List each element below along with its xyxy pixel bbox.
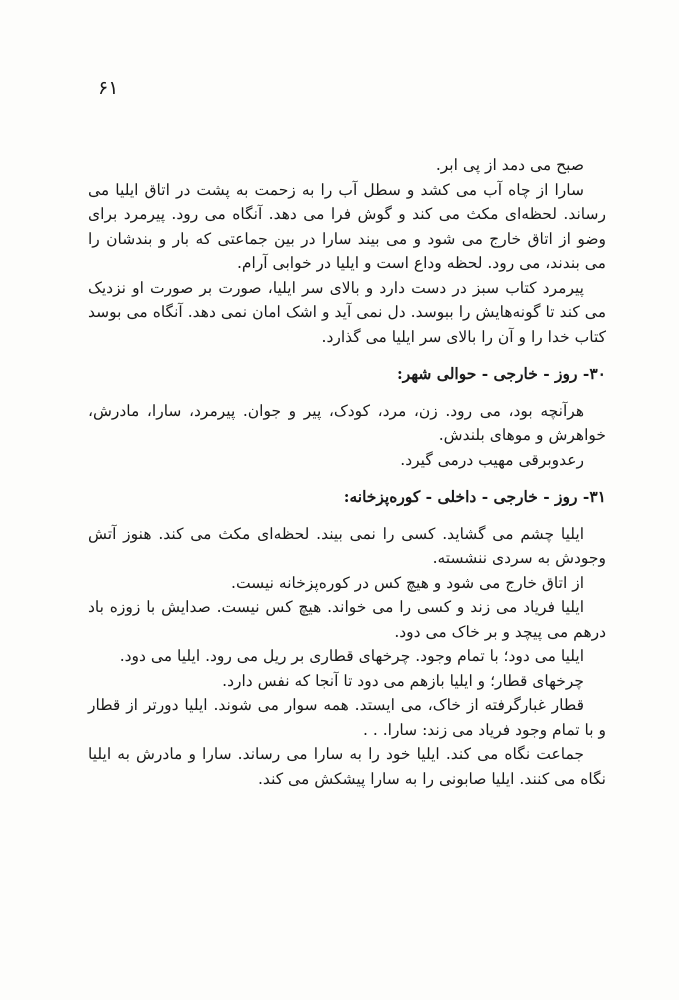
paragraph: پیرمرد کتاب سبز در دست دارد و بالای سر ایلیا، صورت بر صورت او نزدیک می کند تا گونه‌هایش را ببوسد. دل نمی آید و اشک امان نمی دهد. آنگاه می بوسد کتاب خدا را و آن را بالای سر ایلیا می گذارد.	[88, 278, 606, 346]
paragraph: از اتاق خارج می شود و هیچ کس در کوره‌پزخانه نیست.	[231, 573, 584, 592]
paragraph: قطار غبارگرفته از خاک، می ایستد. همه سوار می شوند. ایلیا دورتر از قطار و با تمام وجود فریاد می زند: سارا. . .	[88, 696, 606, 739]
paragraph: جماعت نگاه می کند. ایلیا خود را به سارا می رساند. سارا و مادرش به ایلیا نگاه می کنند. ایلیا صابونی را به سارا پیشکش می کند.	[88, 745, 606, 788]
paragraph: ایلیا فریاد می زند و کسی را می خواند. هیچ کس نیست. صدایش با زوزه باد درهم می پیچد و بر خاک می دود.	[88, 598, 606, 641]
paragraph: چرخهای قطار؛ و ایلیا بازهم می دود تا آنجا که نفس دارد.	[222, 671, 584, 690]
paragraph: سارا از چاه آب می کشد و سطل آب را به زحمت به پشت در اتاق ایلیا می رساند. لحظه‌ای مکث می کند و گوش فرا می دهد. آنگاه می رود. پیرمرد برای وضو از اتاق خارج می شود و می بیند سارا در بین جماعتی که بار و بندشان را می بندند، می رود. لحظه وداع است و ایلیا در خوابی آرام.	[88, 180, 606, 272]
page-number: ۶۱	[98, 77, 119, 99]
paragraph: رعدوبرقی مهیب درمی گیرد.	[400, 450, 584, 469]
paragraph: هرآنچه بود، می رود. زن، مرد، کودک، پیر و جوان. پیرمرد، سارا، مادرش، خواهرش و موهای بلندش.	[88, 401, 606, 444]
paragraph: صبح می دمد از پی ابر.	[435, 156, 584, 174]
paragraph: ایلیا می دود؛ با تمام وجود. چرخهای قطاری بر ریل می رود. ایلیا می دود.	[119, 647, 584, 665]
paragraph: ایلیا چشم می گشاید. کسی را نمی بیند. لحظه‌ای مکث می کند. هنوز آتش وجودش به سردی ننشسته.	[88, 524, 606, 567]
page-body	[88, 153, 606, 791]
scene-heading: ۳۰- روز - خارجی - حوالی شهر:	[396, 364, 606, 383]
scene-heading: ۳۱- روز - خارجی - داخلی - کوره‌پزخانه:	[343, 487, 606, 506]
